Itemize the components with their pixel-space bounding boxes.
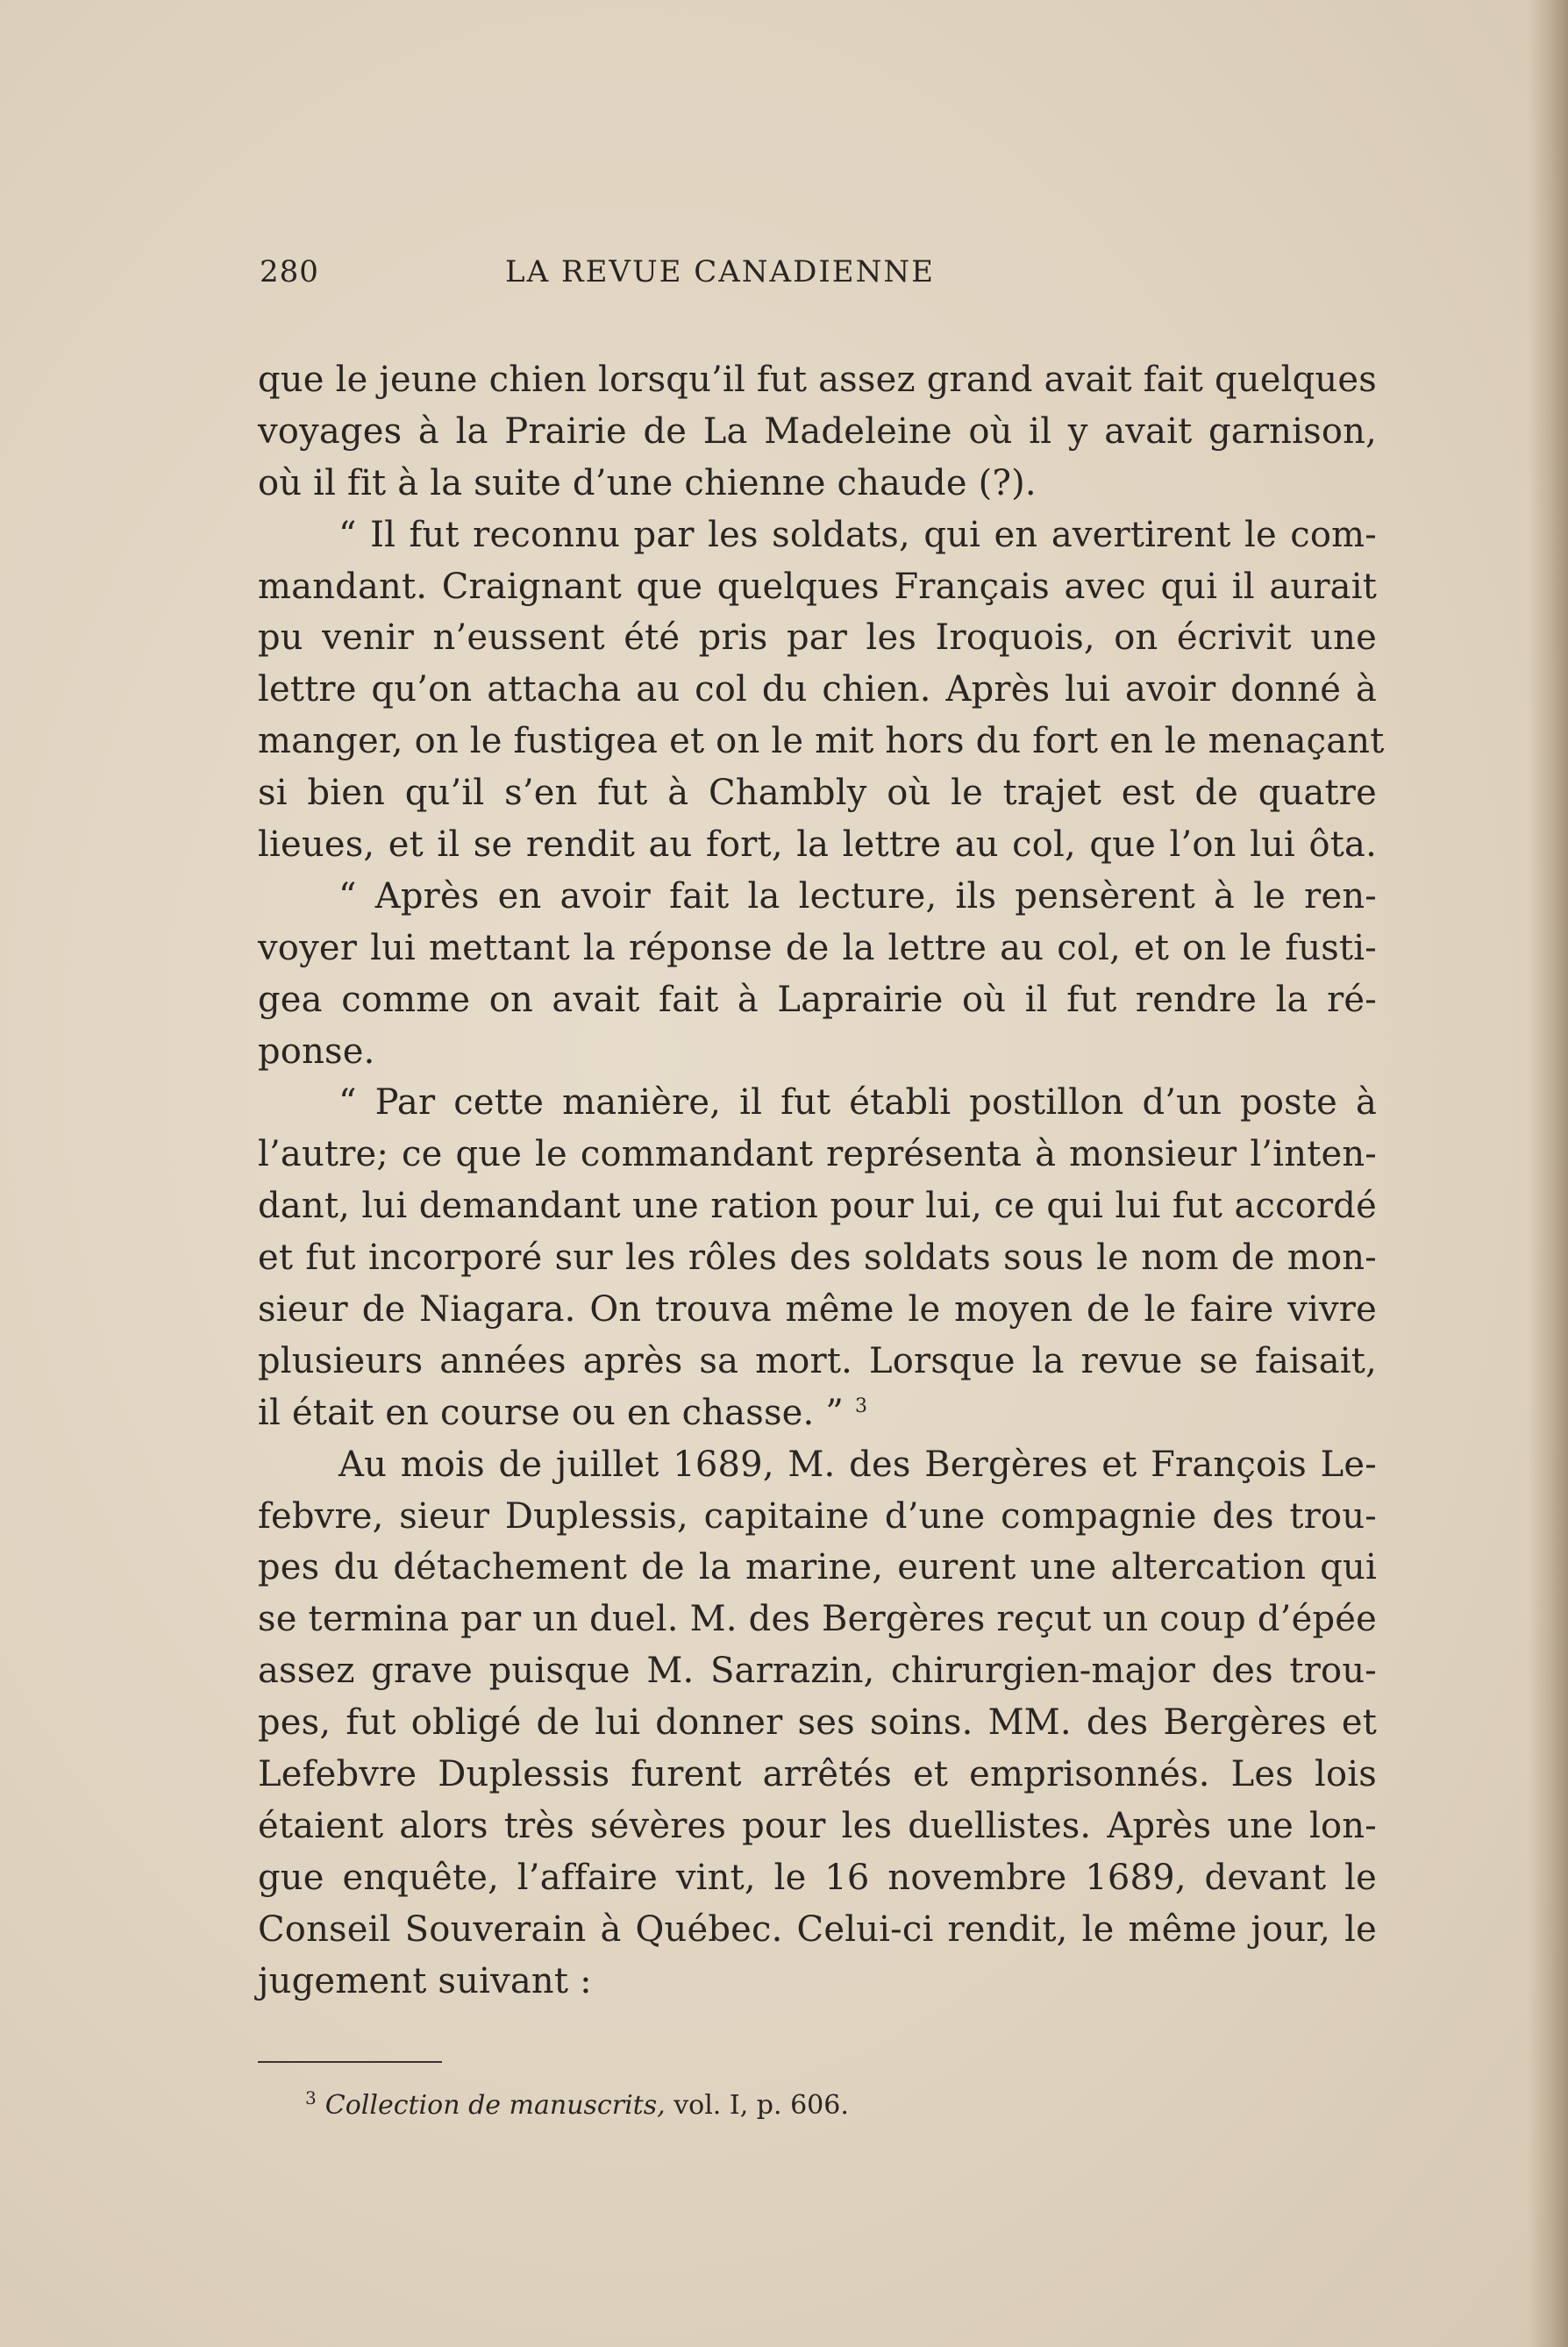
text-line: que le jeune chien lorsqu’il fut assez grand avait fait quelques [258,360,1377,400]
body-text [258,354,1385,2008]
text-line: mandant. Craignant que quelques Français avec qui il aurait [258,566,1377,607]
text-line: si bien qu’il s’en fut à Chambly où le trajet est de quatre [258,773,1377,814]
text-line: “ Après en avoir fait la lecture, ils pensèrent à le ren- [339,875,1377,917]
text-line: voyages à la Prairie de La Madeleine où il y avait garnison, [258,410,1377,452]
text-line: Lefebvre Duplessis furent arrêtés et emprisonnés. Les lois [258,1754,1377,1795]
running-head [260,254,1075,296]
text-line: febvre, sieur Duplessis, capitaine d’une compagnie des trou- [258,1495,1377,1537]
text-line: Conseil Souverain à Québec. Celui-ci rendit, le même jour, le [258,1908,1377,1950]
text-line: jugement suivant : [258,1960,592,2001]
text-line: étaient alors très sévères pour les duellistes. Après une lon- [258,1805,1377,1846]
text-line: ponse. [258,1031,375,1072]
footnote-title: Collection de manuscrits, [324,2090,666,2121]
text-line: se termina par un duel. M. des Bergères reçut un coup d’épée [258,1599,1377,1640]
text-line: plusieurs années après sa mort. Lorsque la revue se faisait, [258,1340,1377,1381]
text-line: gea comme on avait fait à Laprairie où il fut rendre la ré- [258,979,1377,1020]
text-line: voyer lui mettant la réponse de la lettre au col, et on le fusti- [258,927,1377,968]
text-line: lieues, et il se rendit au fort, la lettre au col, que l’on lui ôta. [258,824,1377,866]
text-line: Au mois de juillet 1689, M. des Bergères et François Le- [339,1444,1377,1485]
journal-title: LA REVUE CANADIENNE [505,254,935,289]
text-line-content: il était en course ou en chasse. ” [258,1392,845,1433]
text-line: et fut incorporé sur les rôles des soldats sous le nom de mon- [258,1238,1377,1279]
page-number: 280 [260,254,319,289]
text-line-with-footnote-ref [258,1388,1377,1439]
text-line: manger, on le fustigea et on le mit hors du fort en le menaçant [258,721,1385,762]
text-line: “ Il fut reconnu par les soldats, qui en avertirent le com- [339,514,1377,555]
text-line: l’autre; ce que le commandant représenta à monsieur l’inten- [258,1134,1377,1175]
text-line: pes du détachement de la marine, eurent une altercation qui [258,1547,1377,1588]
footnote [305,2079,849,2125]
footnote-marker: 3 [305,2087,317,2108]
text-line: gue enquête, l’affaire vint, le 16 novembre 1689, devant le [258,1857,1377,1898]
footnote-citation: vol. I, p. 606. [674,2090,849,2121]
text-line: assez grave puisque M. Sarrazin, chirurgien-major des trou- [258,1651,1377,1692]
footnote-divider [258,2061,442,2063]
text-line: pu venir n’eussent été pris par les Iroquois, on écrivit une [258,617,1377,659]
text-line: lettre qu’on attacha au col du chien. Après lui avoir donné à [258,669,1377,710]
text-line: où il fit à la suite d’une chienne chaude (?). [258,462,1037,503]
footnote-reference: 3 [854,1395,868,1417]
text-line: dant, lui demandant une ration pour lui, ce qui lui fut accordé [258,1186,1377,1227]
text-line: “ Par cette manière, il fut établi postillon d’un poste à [339,1082,1377,1124]
text-line: pes, fut obligé de lui donner ses soins. MM. des Bergères et [258,1702,1377,1744]
page-edge-shadow [1528,0,1568,2347]
text-line: sieur de Niagara. On trouva même le moyen de le faire vivre [258,1289,1377,1330]
